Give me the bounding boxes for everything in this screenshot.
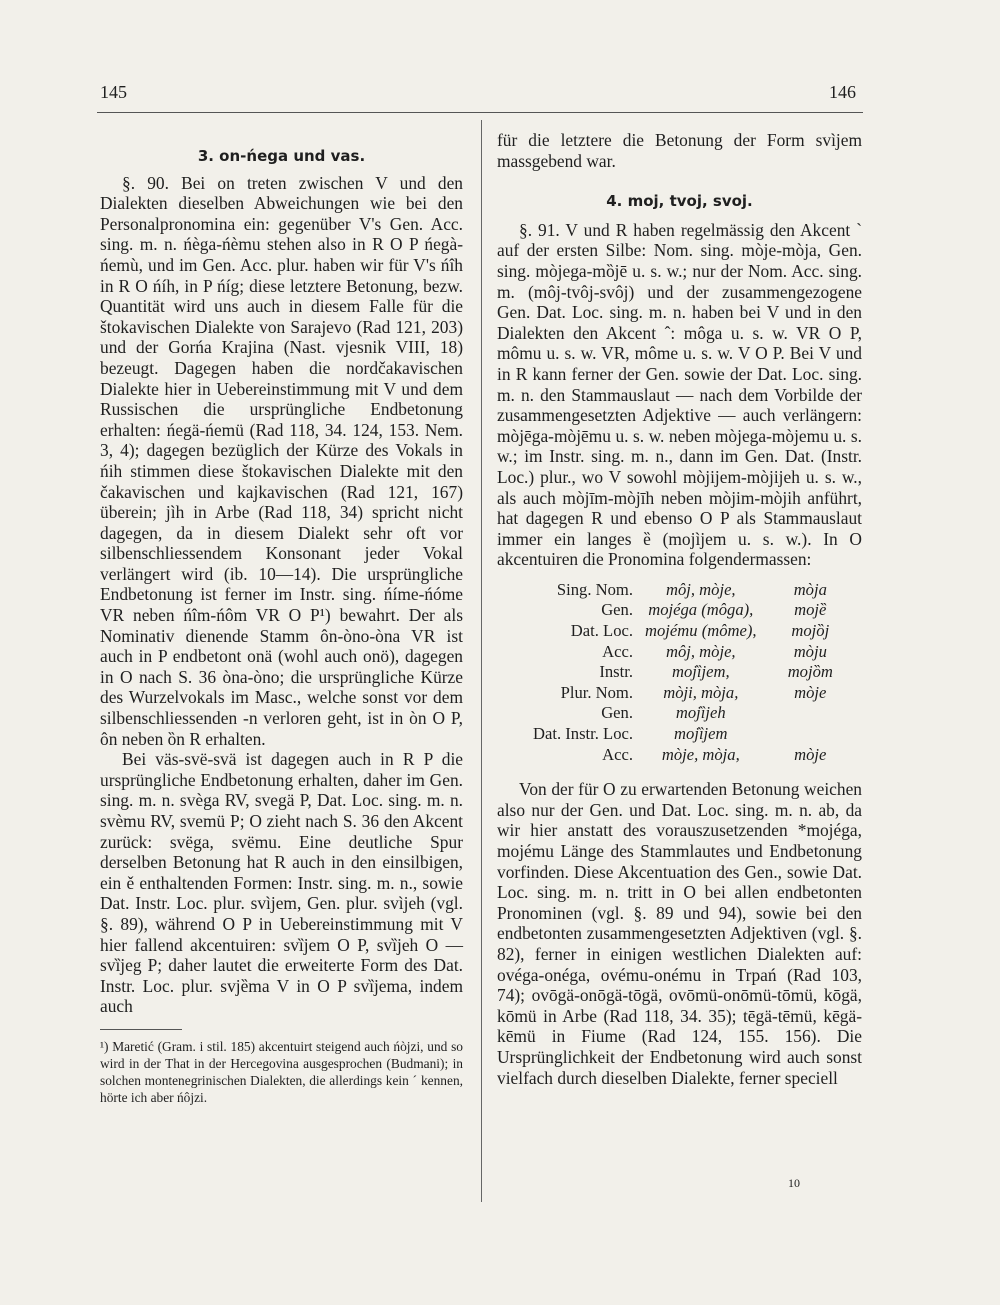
continuation-paragraph: für die letztere die Betonung der Form svìjem massgebend war. [497,130,862,171]
form-cell [759,724,862,745]
footnote: ¹) Maretić (Gram. i stil. 185) akcentuirt steigend auch ńòjzi, und so wird in der That in der Hercegovina ausgesprochen (Budmani); in solchen montenegrinischen Dialekten, die allerdings kein ˊ kennen, hörte ich aber ńôjzi. [100,1038,463,1105]
table-row [497,662,862,683]
right-column [497,130,862,1088]
case-label: Sing. Nom. [556,579,633,599]
case-label: Plur. Nom. [560,682,633,702]
case-label: Acc. [602,744,633,764]
paragraph-91: §. 91. V und R haben regelmässig den Akcent ` auf der ersten Silbe: Nom. sing. mòje-mòja, Gen. sing. mòjega-mȍjē u. s. w.; nur der Nom. Acc. sing. m. (môj-tvôj-svôj) und der zusammengezogene Gen. Dat. Loc. sing. m. n. haben bei V und in den Dialekten den Akcent ˆ: môga u. s. w. VR O P, mômu u. s. w. VR, môme u. s. w. V O P. Bei V und in R kann ferner der Gen. sowie der Dat. Loc. sing. m. n. den Stammauslaut — nach dem Vorbilde der zusammengesetzten Adjektive — auch verlängern: mòjēga-mòjēmu u. s. w. neben mòjega-mòjemu u. s. w.; im Instr. sing. m. n., dann im Gen. Dat. (Instr. Loc.) plur., wo V sowohl mòjijem-mòjijeh u. s. w., als auch mòjīm-mòjīh neben mòjim-mòjih anführt, hat dagegen R und ebenso O P als Stammauslaut immer ein langes ȅ (mojìjem u. s. w.). In O akcentuiren die Pronomina folgendermassen: [497,219,862,570]
table-row [497,683,862,704]
paragraph-betonung: Von der für O zu erwartenden Betonung weichen also nur der Gen. und Dat. Loc. sing. m. n. ab, da wir hier anstatt des vorauszusetzenden *mojéga, mojému Länge des Stammlautes und Endbetonung vorfinden. Diese Akcentuation des Gen., sowie Dat. Loc. sing. m. n. tritt in O bei allen endbetonten Pronominen (vgl. §. 89 und 94), sowie bei den endbetonten zusammengesetzten Adjektiven (vgl. §. 82), ferner in einigen westlichen Dialekten auf: ovéga-onéga, ovému-onému in Trpań (Rad 103, 74); ovōgä-onōgä-tōgä, ovōmü-onōmü-tōmü, kōgä, kōmü in Arbe (Rad 118, 34. 35); tēgä-tēmü, kēgä-kēmü in Fiume (Rad 124, 155. 156). Die Ursprünglichkeit der Endbetonung wird auch sonst vielfach durch dieselben Dialekte, ferner speciell [497,779,862,1088]
table-row [497,745,862,766]
form-cell: mòju [793,641,827,661]
paragraph-vas: Bei väs-svë-svä ist dagegen auch in R P die ursprüngliche Endbetonung erhalten, daher im Gen. sing. m. n. svèga RV, svegä P, Dat. Loc. sing. m. n. svèmu RV, svemü P; O zieht nach S. 36 den Akcent zurück: svëga, svëmu. Eine deutliche Spur derselben Betonung hat R auch in den einsilbigen, ein ě enthaltenden Formen: Instr. sing. m. n., sowie Dat. Instr. Loc. plur. svìjem, Gen. plur. svìjeh (vgl. §. 89), während O P in Uebereinstimmung mit V hier fallend akcentuiren: svȉjem O P, svȉjeh O — svȉjeg P; daher lautet die erweiterte Form des Dat. Instr. Loc. plur. svjȅma V in O P svȉjema, indem auch [100,749,463,1017]
form-cell: mojȉjem [674,724,728,744]
form-cell: mòje [794,744,827,764]
case-label: Dat. Loc. [570,621,633,641]
table-row [497,621,862,642]
form-cell: môj, mòje, [665,579,736,599]
table-row [497,580,862,601]
signature-mark: 10 [788,1176,800,1190]
form-cell: mojȉjeh [675,703,726,723]
form-cell: mojȉjem, [671,662,730,682]
form-cell: mòje [794,682,827,702]
section-heading-moj: 4. moj, tvoj, svoj. [606,192,753,211]
form-cell: mojému (môme), [645,621,757,641]
form-cell [759,703,862,724]
form-cell: mojȅ [794,600,827,620]
section-heading-on-nega: 3. on-ńega und vas. [197,147,366,165]
pronoun-paradigm-table [497,580,862,765]
case-label: Acc. [602,641,633,661]
form-cell: mòja [793,579,827,599]
form-cell: mòje, mòja, [661,744,740,764]
form-cell: mojéga (môga), [648,600,754,620]
form-cell: mojȍm [787,662,833,682]
form-cell: môj, mòje, [665,641,736,661]
left-column [100,130,463,1106]
table-row [497,642,862,663]
right-page-number: 146 [829,82,856,102]
case-label: Gen. [601,703,633,723]
column-divider [481,120,482,1202]
form-cell: mòji, mòja, [663,682,739,702]
case-label: Gen. [601,600,633,620]
form-cell: mojȍj [791,621,830,641]
table-row [497,724,862,745]
header-rule [97,112,863,113]
table-row [497,703,862,724]
paragraph-90: §. 90. Bei on treten zwischen V und den Dialekten dieselben Abweichungen wie bei den Personalpronomina ein: gegenüber V's Gen. Acc. sing. m. n. ńèga-ńèmu stehen also in R O P ńegà-ńemù, und im Gen. Acc. plur. haben wir für V's ńîh in R O ńíh, in P ńíg; diese letztere Betonung, bezw. Quantität wird uns auch in diesem Falle für die štokavischen Dialekte von Sarajevo (Rad 121, 203) und der Gorńa Krajina (Nast. vjesnik VIII, 18) bezeugt. Dagegen haben die nordčakavischen Dialekte hier in Uebereinstimmung mit V und dem Russischen die ursprüngliche Endbetonung erhalten: ńegä-ńemü (Rad 118, 34. 124, 153. Nem. 3, 4); dagegen bezüglich der Kürze des Vokals in ńih stimmen diese štokavischen Dialekte mit den čakavischen und kajkavischen (Rad 121, 167) überein; jìh in Arbe (Rad 118, 34) spricht nicht dagegen, da in diesem Dialekt sehr oft vor silbenschliessendem Konsonant jeder Vokal verlängert wird (ib. 10—14). Die ursprüngliche Endbetonung ist ferner im Instr. sing. ńíme-ńóme VR neben ńîm-ńôm VR O P¹) bewahrt. Der als Nominativ dienende Stamm ôn-òno-òna VR ist auch in P endbetont onä (wohl auch onö), dagegen in O nach S. 36 òna-òno; die ursprüngliche Kürze des Wurzelvokals im Masc., welche sonst vor dem silbenschliessenden -n verloren geht, ist in òn O P, ôn neben ȍn R erhalten. [100,172,463,749]
left-page-number: 145 [100,82,127,102]
footnote-rule [100,1029,182,1030]
case-label: Instr. [599,662,633,682]
table-row [497,600,862,621]
case-label: Dat. Instr. Loc. [533,724,633,744]
